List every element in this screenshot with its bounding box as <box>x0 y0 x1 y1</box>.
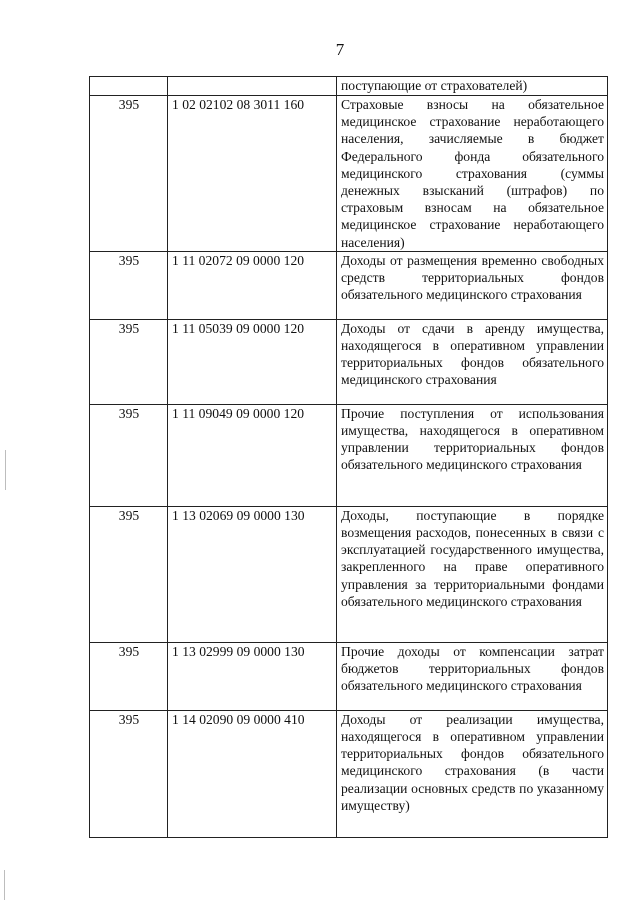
table-row <box>90 710 608 837</box>
table-row <box>90 251 608 319</box>
revenue-name-cell: Страховые взносы на обязательное медицинское страхование неработающего населения, зачисляемые в бюджет Федерального фонда обязательного медицинского страхования (суммы денежных взысканий (штрафов) по страховым взносам на обязательное медицинское страхование неработающего населения) <box>337 96 608 252</box>
revenue-name-cell: Прочие доходы от компенсации затрат бюджетов территориальных фондов обязательного медицинского страхования <box>337 642 608 710</box>
table-row <box>90 506 608 642</box>
revenue-code-cell: 1 11 09049 09 0000 120 <box>168 404 337 506</box>
admin-code-cell: 395 <box>90 251 168 319</box>
admin-code-cell: 395 <box>90 642 168 710</box>
table-row <box>90 319 608 404</box>
revenue-code-cell: 1 11 05039 09 0000 120 <box>168 319 337 404</box>
revenue-code-cell: 1 13 02999 09 0000 130 <box>168 642 337 710</box>
revenue-name-cell: Доходы, поступающие в порядке возмещения расходов, понесенных в связи с эксплуатацией государственного имущества, закрепленного на праве оперативного управления за территориальными фондами обязательного медицинского страхования <box>337 506 608 642</box>
revenue-code-cell: 1 13 02069 09 0000 130 <box>168 506 337 642</box>
table-row <box>90 642 608 710</box>
revenue-code-cell: 1 11 02072 09 0000 120 <box>168 251 337 319</box>
admin-code-cell <box>90 77 168 96</box>
scan-margin-mark <box>4 870 5 900</box>
table-row <box>90 77 608 96</box>
table-row <box>90 96 608 252</box>
admin-code-cell: 395 <box>90 710 168 837</box>
admin-code-cell: 395 <box>90 96 168 252</box>
revenue-name-cell: Доходы от размещения временно свободных средств территориальных фондов обязательного медицинского страхования <box>337 251 608 319</box>
revenue-codes-table <box>89 76 608 838</box>
revenue-name-cell: Доходы от сдачи в аренду имущества, находящегося в оперативном управлении территориальных фондов обязательного медицинского страхования <box>337 319 608 404</box>
table-row <box>90 404 608 506</box>
revenue-name-cell: Доходы от реализации имущества, находящегося в оперативном управлении территориальных фондов обязательного медицинского страхования (в части реализации основных средств по указанному имуществу) <box>337 710 608 837</box>
admin-code-cell: 395 <box>90 506 168 642</box>
scan-margin-mark <box>5 450 6 490</box>
revenue-name-cell: поступающие от страхователей) <box>337 77 608 96</box>
admin-code-cell: 395 <box>90 404 168 506</box>
revenue-code-cell <box>168 77 337 96</box>
admin-code-cell: 395 <box>90 319 168 404</box>
revenue-name-cell: Прочие поступления от использования имущества, находящегося в оперативном управлении территориальных фондов обязательного медицинского страхования <box>337 404 608 506</box>
revenue-code-cell: 1 14 02090 09 0000 410 <box>168 710 337 837</box>
revenue-code-cell: 1 02 02102 08 3011 160 <box>168 96 337 252</box>
page-number: 7 <box>335 40 345 59</box>
